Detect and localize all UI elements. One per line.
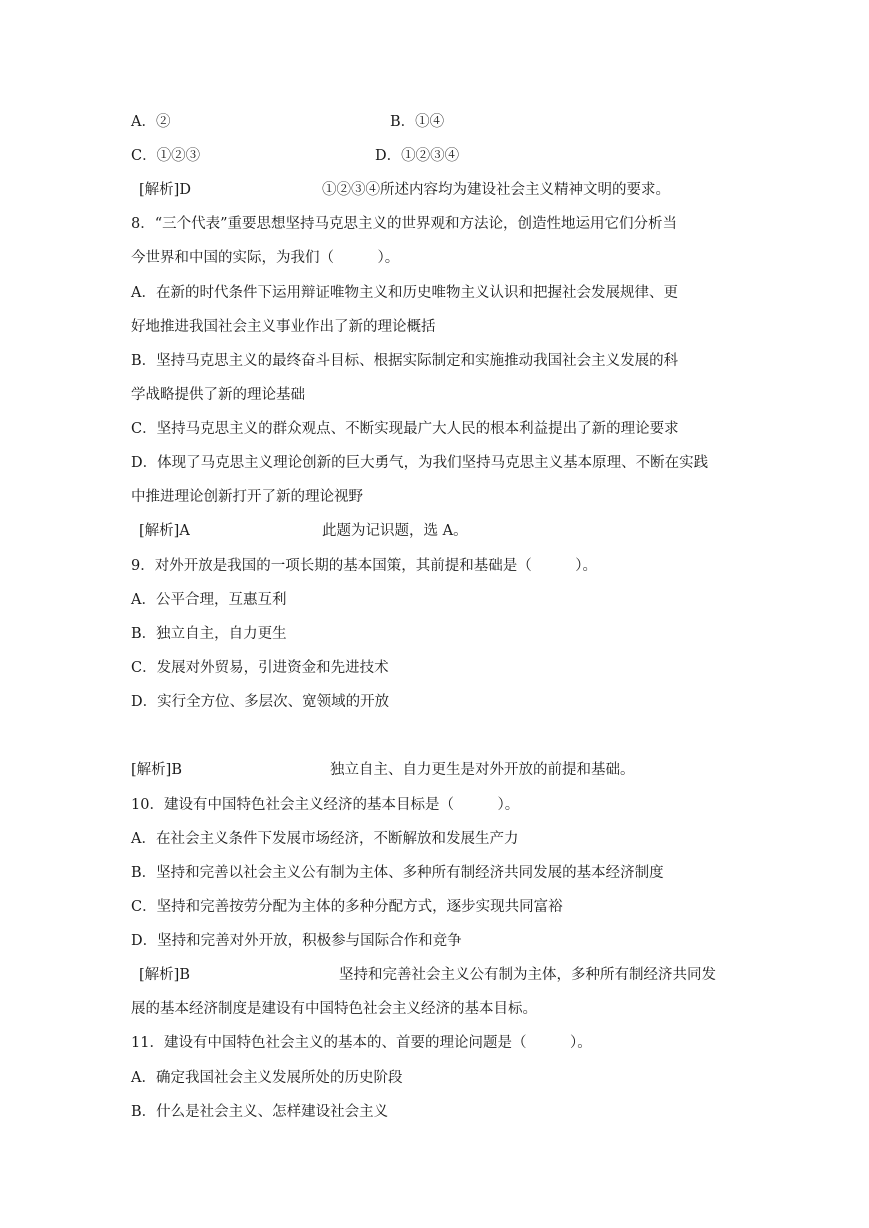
q9-answer-label: [解析]B (131, 762, 182, 778)
q8-option-a-line2: 好地推进我国社会主义事业作出了新的理论概括 (131, 319, 436, 335)
q10-option-b: B．坚持和完善以社会主义公有制为主体、多种所有制经济共同发展的基本经济制度 (131, 865, 664, 881)
q8-answer-text: 此题为记识题，选 A。 (322, 523, 468, 539)
q11-option-a: A．确定我国社会主义发展所处的历史阶段 (131, 1070, 403, 1086)
q9-stem: 9．对外开放是我国的一项长期的基本国策，其前提和基础是（ ）。 (131, 558, 597, 574)
q8-option-b-line2: 学战略提供了新的理论基础 (131, 387, 305, 403)
q8-option-c: C．坚持马克思主义的群众观点、不断实现最广大人民的根本利益提出了新的理论要求 (131, 421, 679, 437)
q9-option-b: B．独立自主，自力更生 (131, 626, 287, 642)
q10-option-c: C．坚持和完善按劳分配为主体的多种分配方式，逐步实现共同富裕 (131, 899, 563, 915)
q8-option-d-line2: 中推进理论创新打开了新的理论视野 (131, 489, 363, 505)
q7-option-c: C．①②③ (131, 148, 201, 164)
q10-answer-text-line2: 展的基本经济制度是建设有中国特色社会主义经济的基本目标。 (131, 1001, 537, 1017)
q7-option-a: A．② (131, 114, 171, 130)
q8-option-d-line1: D．体现了马克思主义理论创新的巨大勇气，为我们坚持马克思主义基本原理、不断在实践 (131, 455, 709, 471)
q9-option-a: A．公平合理，互惠互利 (131, 592, 287, 608)
q8-stem-line2: 今世界和中国的实际，为我们（ ）。 (131, 250, 400, 266)
q9-answer-text: 独立自主、自力更生是对外开放的前提和基础。 (330, 762, 635, 778)
q10-answer-label: [解析]B (139, 967, 190, 983)
q11-option-b: B．什么是社会主义、怎样建设社会主义 (131, 1104, 389, 1120)
q8-stem-line1: 8．“三个代表”重要思想坚持马克思主义的世界观和方法论，创造性地运用它们分析当 (131, 216, 678, 232)
q11-stem: 11．建设有中国特色社会主义的基本的、首要的理论问题是（ ）。 (131, 1035, 592, 1051)
q10-option-d: D．坚持和完善对外开放，积极参与国际合作和竞争 (131, 933, 462, 949)
q7-option-b: B．①④ (390, 114, 445, 130)
q8-answer-label: [解析]A (139, 523, 190, 539)
q8-option-a-line1: A．在新的时代条件下运用辩证唯物主义和历史唯物主义认识和把握社会发展规律、更 (131, 285, 678, 301)
q10-stem: 10．建设有中国特色社会主义经济的基本目标是（ ）。 (131, 797, 520, 813)
q7-answer-label: [解析]D (139, 182, 191, 198)
q9-option-c: C．发展对外贸易，引进资金和先进技术 (131, 660, 389, 676)
q10-option-a: A．在社会主义条件下发展市场经济，不断解放和发展生产力 (131, 831, 519, 847)
q10-answer-text-line1: 坚持和完善社会主义公有制为主体，多种所有制经济共同发 (339, 967, 716, 983)
q9-option-d: D．实行全方位、多层次、宽领域的开放 (131, 694, 390, 710)
q7-option-d: D．①②③④ (375, 148, 460, 164)
q7-answer-text: ①②③④所述内容均为建设社会主义精神文明的要求。 (322, 182, 670, 198)
q8-option-b-line1: B．坚持马克思主义的最终奋斗目标、根据实际制定和实施推动我国社会主义发展的科 (131, 353, 679, 369)
